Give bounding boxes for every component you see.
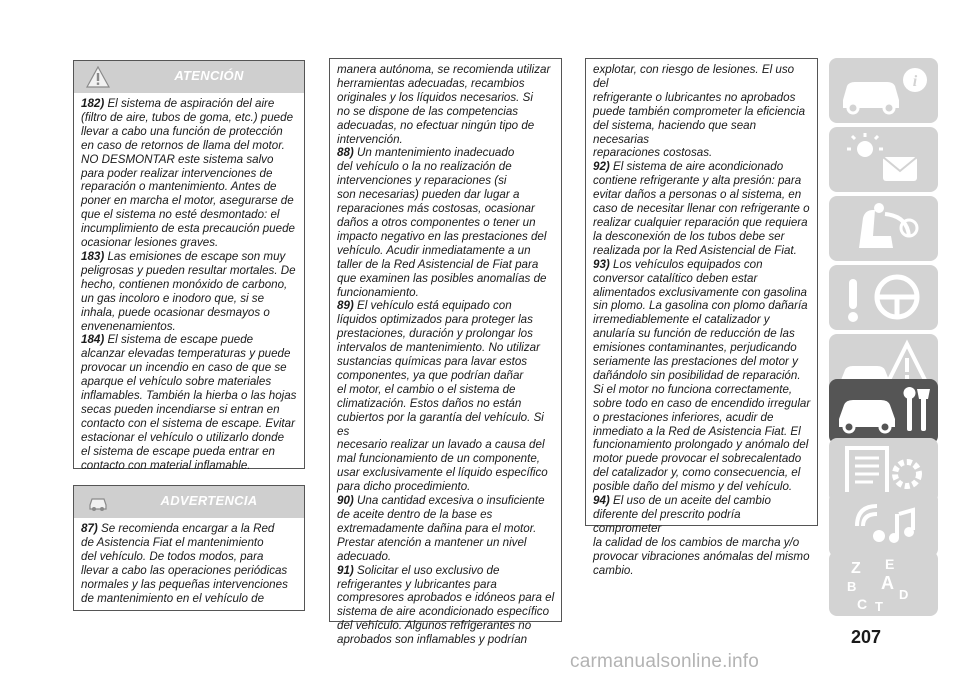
index-letter-b: B — [847, 579, 857, 594]
index-letter-e: E — [885, 556, 895, 572]
alphabetical-index-icon — [829, 551, 938, 616]
column-2-list — [337, 146, 555, 647]
note-text: El sistema de escape puede alcanzar elevadas temperaturas y puede provocar un incendio en caso de que se aparque el vehículo sobre materiales inflamables. También la hierba o las hojas secas pueden incendiarse si entran en contacto con el sistema de escape. Evitar estacionar el vehículo o utilizarlo donde el sistema de escape pueda entrar en contacto con material inflamable. — [81, 333, 297, 472]
note-text: El sistema de aspiración del aire (filtro de aire, tubos de goma, etc.) puede llevar a cabo una función de protección en caso de retornos de llama del motor. NO DESMONTAR este sistema salvo para poder realizar intervenciones de reparación o mantenimiento. Antes de poner en marcha el motor, asegurarse de que el sistema no esté desmontado: el incumplimiento de esta precaución puede ocasionar lesiones graves. — [81, 97, 295, 250]
note-number: 90) — [337, 494, 354, 508]
column-2-lead: manera autónoma, se recomienda utilizar herramientas adecuadas, recambios originales y los líquidos necesarios. Si no se dispone de las competencias adecuadas, no efectuar ningún tipo de intervención. — [337, 63, 551, 146]
note-text: El sistema de aire acondicionado contiene refrigerante y alta presión: para evitar daños a personas o al sistema, en caso de necesitar llenar con refrigerante o realizar cualquier reparación que requiera la desconexión de los tubos debe ser realizada por la Red Asistencial de Fiat. — [593, 160, 810, 257]
tab-seat-safety[interactable] — [829, 196, 938, 261]
warning-header — [74, 486, 304, 518]
note-number: 92) — [593, 160, 610, 174]
note-number: 184) — [81, 333, 105, 347]
tab-dashboard-lights[interactable] — [829, 127, 938, 192]
column-3-box — [585, 58, 818, 577]
note-number: 89) — [337, 299, 354, 313]
column-2-box — [329, 58, 562, 647]
index-letter-z: Z — [851, 560, 861, 577]
index-letter-c: C — [857, 596, 868, 612]
warning-list — [74, 518, 304, 605]
steering-wheel-icon — [829, 265, 938, 330]
attention-title: ATENCIÓN — [174, 68, 244, 83]
note-number: 87) — [81, 522, 98, 535]
note-item — [337, 299, 555, 494]
note-text: Los vehículos equipados con conversor catalítico deben estar alimentados exclusivamente con gasolina sin plomo. La gasolina con plomo dañaría irremediablemente el catalizador y anularía su función de reducción de las emisiones contaminantes, perjudicando seriamente las prestaciones del motor y dañándolo sin posibilidad de reparación. Si el motor no funciona correctamente, sobre todo en caso de encendido irregular o prestaciones inferiores, acudir de inmediato a la Red de Asistencia Fiat. El funcionamiento prolongado y anómalo del motor puede provocar el sobrecalentado del catalizador y, como consecuencia, el posible daño del mismo y del vehículo. — [593, 257, 811, 494]
attention-header — [74, 61, 304, 93]
note-number: 94) — [593, 494, 610, 508]
note-number: 88) — [337, 146, 354, 160]
note-text: El uso de un aceite del cambio diferente del prescrito podría comprometer la calidad de los cambios de marcha y/o provocar vibraciones anómalas del mismo cambio. — [593, 494, 810, 577]
column-3-list — [593, 160, 811, 577]
index-letter-a: A — [881, 573, 894, 593]
note-number: 182) — [81, 97, 105, 110]
note-item — [81, 250, 298, 333]
page-number: 207 — [850, 627, 881, 647]
multimedia-icon — [829, 492, 938, 557]
note-item — [593, 160, 811, 257]
note-item — [337, 564, 555, 647]
tab-car-info[interactable] — [829, 58, 938, 123]
column-2-text — [330, 59, 561, 647]
index-letter-d: D — [899, 587, 909, 602]
attention-box — [73, 60, 305, 472]
index-letter-t: T — [875, 599, 883, 614]
car-info-icon — [829, 58, 938, 123]
tab-multimedia[interactable] — [829, 492, 938, 557]
warning-box — [73, 485, 305, 611]
note-text: Una cantidad excesiva o insuficiente de aceite dentro de la base es extremadamente dañina para el motor. Prestar atención a mantener un nivel adecuado. — [337, 494, 545, 563]
dashboard-lights-icon — [829, 127, 938, 192]
note-item — [593, 258, 811, 494]
note-text: Solicitar el uso exclusivo de refrigerantes y lubricantes para compresores aprobados e idóneos para el sistema de aire acondicionado específico del vehículo. Algunos refrigerantes no aprobados son inflamables y podrían — [337, 563, 555, 647]
note-item — [81, 333, 298, 472]
note-number: 183) — [81, 249, 105, 263]
svg-text:i: i — [912, 73, 918, 90]
note-text: El vehículo está equipado con líquidos optimizados para proteger las prestaciones, duración y prolongar los intervalos de mantenimiento. No utilizar sustancias químicas para lavar estos componentes, ya que podrían dañar el motor, el cambio o el sistema de climatización. Estos daños no están cubiertos por la garantía del vehículo. Si es necesario realizar un lavado a causa del mal funcionamiento de un componente, usar exclusivamente el líquido específico para dicho procedimiento. — [337, 299, 548, 494]
note-text: Un mantenimiento inadecuado del vehículo o la no realización de intervenciones y reparaciones (si son necesarias) pueden dar lugar a reparaciones más costosas, ocasionar daños a otros componentes o tener un impacto negativo en las prestaciones del vehículo. Acudir inmediatamente a un taller de la Red Asistencial de Fiat para que examinen las posibles anomalías de funcionamiento. — [337, 146, 547, 299]
note-item — [337, 494, 555, 564]
note-item — [593, 494, 811, 577]
tab-steering-wheel[interactable] — [829, 265, 938, 330]
warning-title: ADVERTENCIA — [160, 493, 258, 508]
car-service-icon — [829, 379, 938, 444]
note-number: 93) — [593, 257, 610, 271]
note-number: 91) — [337, 563, 354, 577]
column-3-text — [586, 59, 817, 578]
note-item — [81, 97, 298, 250]
watermark: carmanualsonline.info — [570, 651, 760, 672]
note-text: Las emisiones de escape son muy peligrosas y pueden resultar mortales. De hecho, contienen monóxido de carbono, un gas incoloro e inodoro que, si se inhala, puede ocasionar desmayos o envenenamientos. — [81, 249, 296, 333]
tab-alphabetical-index[interactable] — [829, 551, 938, 616]
note-item — [81, 522, 298, 605]
column-3-lead: explotar, con riesgo de lesiones. El uso del refrigerante o lubricantes no aprobados puede también comprometer la eficiencia del sistema, haciendo que sean necesarias reparaciones costosas. — [593, 63, 806, 160]
seat-safety-icon — [829, 196, 938, 261]
attention-list — [74, 93, 304, 472]
tab-car-service[interactable] — [829, 379, 938, 444]
note-item — [337, 146, 555, 299]
note-text: Se recomienda encargar a la Red de Asistencia Fiat el mantenimiento del vehículo. De todos modos, para llevar a cabo las operaciones periódicas normales y las pequeñas intervenciones de mantenimiento en el vehículo de — [81, 522, 288, 605]
